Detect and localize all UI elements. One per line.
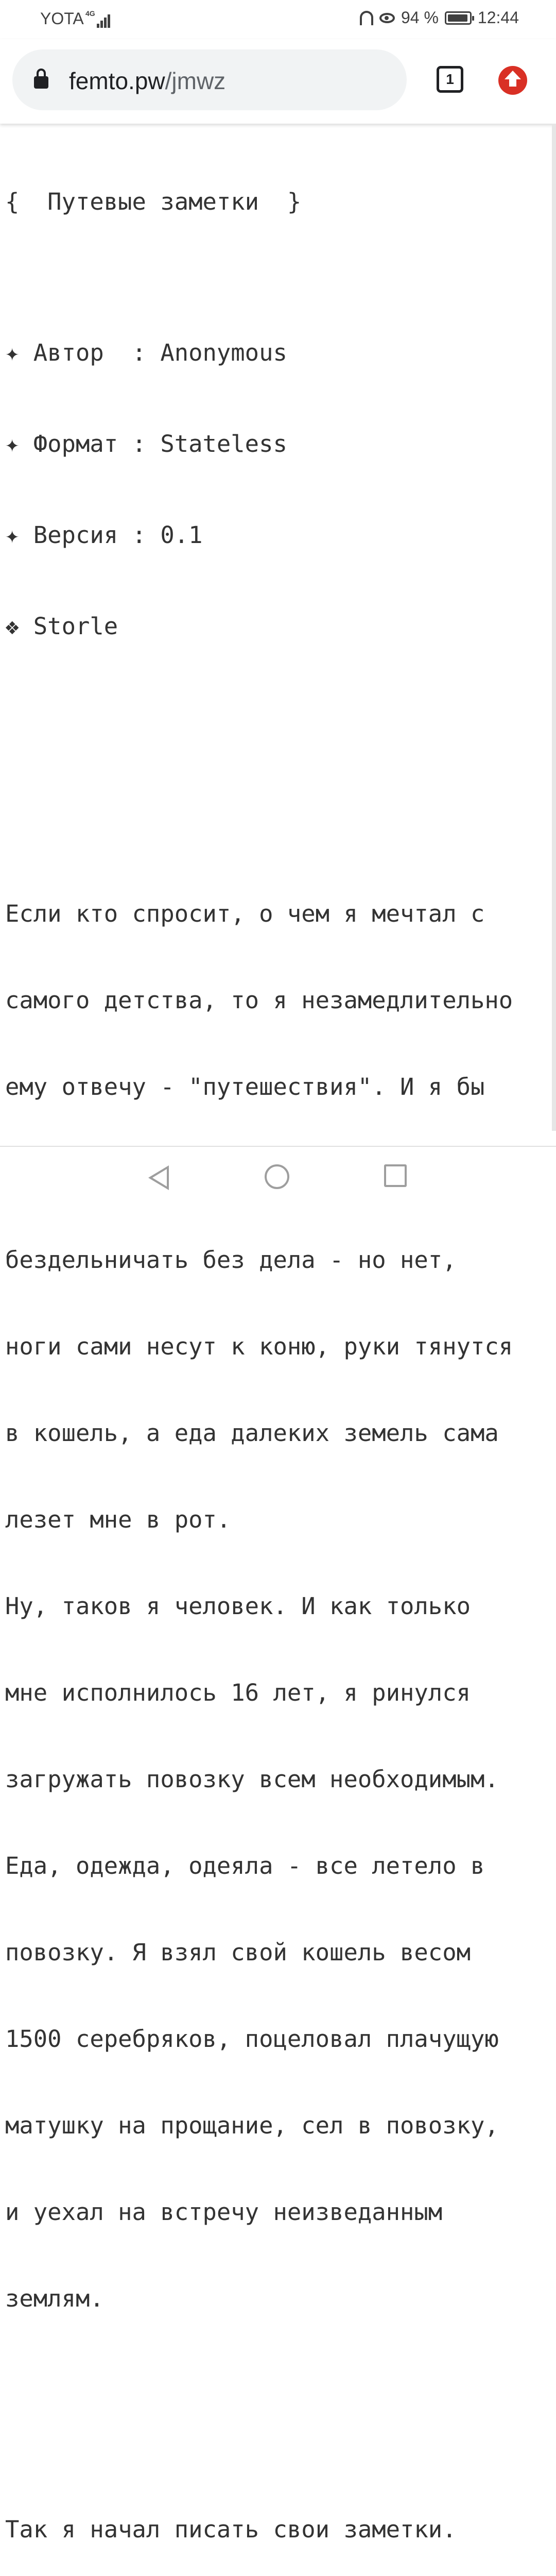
story-line: землям.: [5, 2285, 104, 2312]
scrollbar[interactable]: [552, 124, 556, 1131]
story-line: 1500 серебряков, поцеловал плачущую: [5, 2025, 499, 2053]
story-line: мне исполнилось 16 лет, я ринулся: [5, 1679, 471, 1706]
recent-apps-icon[interactable]: [384, 1164, 407, 1187]
meta-block: [5, 278, 551, 701]
story-line: самого детства, то я незамедлительно: [5, 987, 513, 1014]
story-line: ноги сами несут к коню, руки тянутся: [5, 1333, 513, 1360]
meta-engine: ❖ Storle: [5, 613, 118, 640]
url-path: /jmwz: [165, 67, 226, 94]
story-line: Если кто спросит, о чем я мечтал с: [5, 900, 485, 927]
battery-percent: 94 %: [401, 8, 439, 27]
eye-comfort-icon: [379, 13, 395, 23]
update-arrow-icon[interactable]: [498, 66, 527, 95]
story-paragraph: [5, 842, 551, 2371]
carrier-name: YOTA: [40, 9, 84, 28]
battery-icon: [445, 11, 472, 25]
story-line: матушку на прощание, сел в повозку,: [5, 2112, 499, 2139]
page-content: [5, 130, 551, 2576]
story-line: и уехал на встречу неизведанным: [5, 2198, 443, 2226]
address-bar[interactable]: [12, 49, 407, 110]
lock-icon[interactable]: [34, 76, 48, 89]
story-line: бездельничать без дела - но нет,: [5, 1246, 457, 1274]
story-line: Еда, одежда, одеяла - все летело в: [5, 1852, 485, 1879]
url-domain: femto.pw: [69, 67, 165, 94]
closing-line: Так я начал писать свои заметки.: [5, 2516, 457, 2543]
clock: 12:44: [477, 8, 519, 27]
status-bar: [0, 0, 556, 39]
meta-format: ✦ Формат : Stateless: [5, 430, 287, 457]
story-line: повозку. Я взял свой кошель весом: [5, 1939, 471, 1966]
browser-toolbar: [0, 39, 556, 124]
story-line: ему отвечу - "путешествия". И я бы: [5, 1073, 485, 1100]
story-line: загружать повозку всем необходимым.: [5, 1766, 499, 1793]
headphones-icon: [360, 11, 373, 25]
url-text[interactable]: [69, 67, 225, 95]
navigation-bar: [0, 1146, 556, 1207]
network-type: 4G: [85, 9, 95, 18]
tab-switcher-button[interactable]: 1: [437, 66, 463, 93]
story-line: в кошель, а еда далеких земель сама: [5, 1419, 499, 1447]
home-icon[interactable]: [265, 1164, 289, 1189]
back-icon[interactable]: [148, 1165, 169, 1190]
signal-icon: [85, 10, 112, 28]
page-title: { Путевые заметки }: [5, 188, 302, 215]
meta-version: ✦ Версия : 0.1: [5, 521, 203, 549]
meta-author: ✦ Автор : Anonymous: [5, 339, 287, 366]
story-line: Ну, таков я человек. И как только: [5, 1592, 471, 1620]
story-line: лезет мне в рот.: [5, 1506, 231, 1533]
